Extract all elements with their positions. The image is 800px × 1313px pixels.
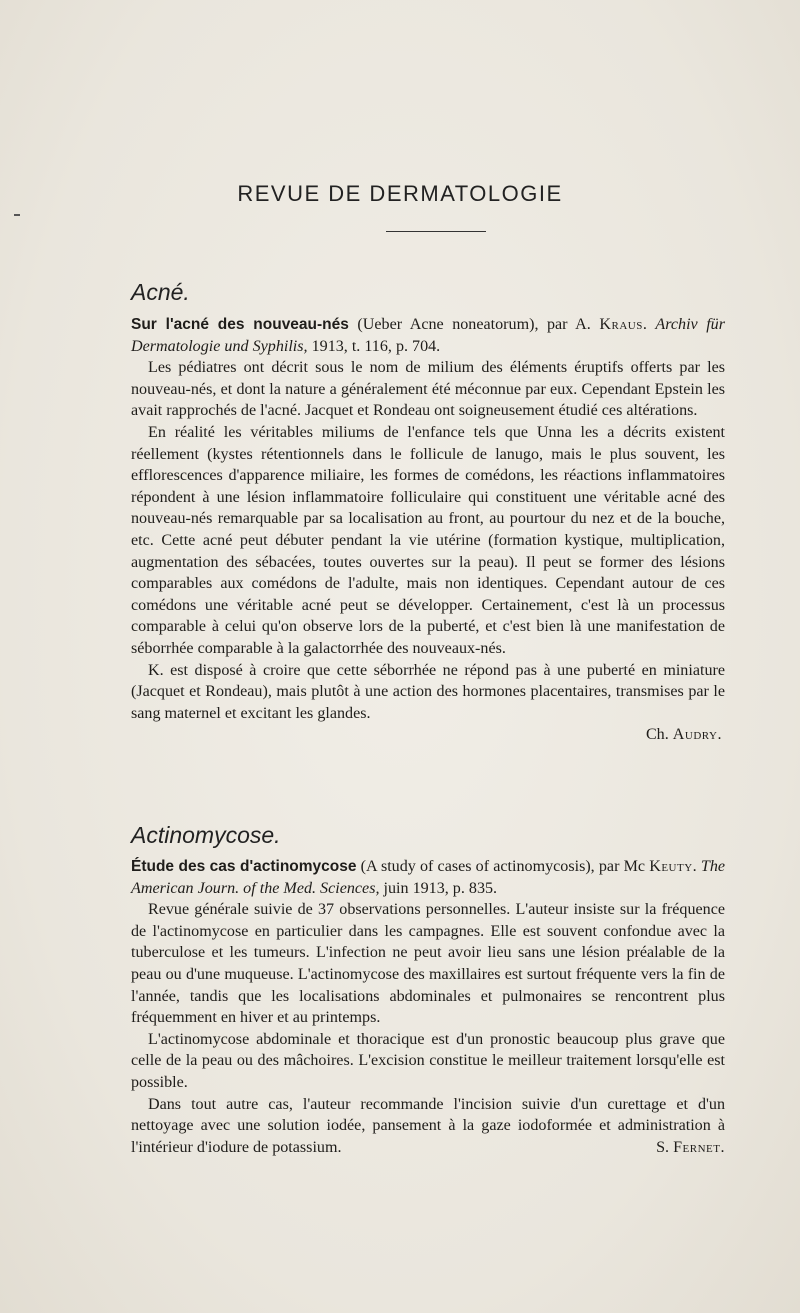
reference-text: (Ueber Acne noneatorum), par A. [348, 316, 600, 333]
header-rule [386, 231, 486, 232]
journal-name: Archiv für Dermatologie und Syphilis, [131, 316, 725, 355]
reference-text: . [642, 316, 647, 333]
body-paragraph: K. est disposé à croire que cette séborrhée ne répond pas à une puberté en miniature (Jacquet et Rondeau), mais plutôt à une action des hormones placentaires, transmises par le sang maternel et excitant les glandes. [131, 661, 725, 722]
signature-initial: Ch. [645, 726, 673, 744]
reference-text: . [692, 858, 701, 875]
article-actinomycose [131, 856, 725, 1158]
author-name: Kraus [599, 316, 643, 333]
bibliographic-entry [131, 314, 725, 357]
signature-name: Fernet. [673, 1138, 725, 1156]
article-title: Sur l'acné des nouveau-nés [131, 316, 349, 333]
author-name: Keuty [649, 858, 693, 875]
body-paragraph [131, 1094, 725, 1159]
reviewer-signature [639, 1137, 725, 1159]
paragraph-text: Dans tout autre cas, l'auteur recommande l'incision suivie d'un curettage et d'un nettoyage avec une solution iodée, pansement à la gaze iodoformée et administration à l'intérieur d'iodure de potassium. [131, 1095, 725, 1156]
reference-details: juin 1913, p. 835. [379, 879, 498, 897]
section-heading-actinomycose: Actinomycose. [131, 822, 281, 848]
body-paragraph: Les pédiatres ont décrit sous le nom de milium des éléments éruptifs offerts par les nouveau-nés, et dont la nature a généralement été méconnue par eux. Cependant Epstein les avait rapprochés de l'acné. Jacquet et Rondeau ont soigneusement étudié ces altérations. [131, 359, 725, 420]
reference-details: 1913, t. 116, p. 704. [307, 337, 441, 355]
reference-text: (A study of cases of actinomycosis), par Mc [356, 858, 650, 875]
body-paragraph: Revue générale suivie de 37 observations personnelles. L'auteur insiste sur la fréquence de l'actinomycose en particulier dans les campagnes. Elle est souvent confondue avec la tuberculose et les tumeurs. L'infection ne peut avoir lieu sans une lésion préalable de la peau ou d'une muqueuse. L'actinomycose des maxillaires est surtout fréquente vers la fin de l'année, tandis que les localisations abdominales et pulmonaires se rencontrent plus fréquemment en hiver et au printemps. [131, 901, 725, 1027]
margin-mark [14, 214, 20, 216]
article-acne [131, 314, 725, 746]
section-heading-acne: Acné. [131, 279, 190, 305]
body-paragraph: L'actinomycose abdominale et thoracique est d'un pronostic beaucoup plus grave que celle de la peau ou des mâchoires. L'excision constitue le meilleur traitement lorsqu'elle est possible. [131, 1030, 725, 1091]
article-title: Étude des cas d'actinomycose [131, 858, 357, 875]
reviewer-signature [131, 724, 722, 746]
journal-name: The American Journ. of the Med. Sciences, [131, 858, 726, 897]
running-head: REVUE DE DERMATOLOGIE [237, 181, 563, 206]
bibliographic-entry [131, 856, 725, 899]
signature-name: Audry. [672, 726, 722, 744]
signature-initial: S. [656, 1138, 674, 1156]
body-paragraph: En réalité les véritables miliums de l'enfance tels que Unna les a décrits existent réellement (kystes rétentionnels dans le follicule de lanugo, mais le plus souvent, les efflorescences d'apparence miliaire, les formes de comédons, les réactions inflammatoires répondent à une lésion inflammatoire folliculaire qui constituent une véritable acné des nouveau-nés remarquable par sa localisation au front, au pourtour du nez et de la bouche, etc. Cette acné peut débuter pendant la vie utérine (formation kystique, multiplication, augmentation des sébacées, toutes ouvertes sur la peau). Il peut se former des lésions comparables aux comédons de l'adulte, mais non identiques. Cependant autour de ces comédons une véritable acné peut se développer. Certainement, c'est là un processus comparable à celui qu'on observe lors de la puberté, et c'est bien là une manifestation de séborrhée comparable à la galactorrhée des nouveaux-nés. [131, 423, 725, 657]
